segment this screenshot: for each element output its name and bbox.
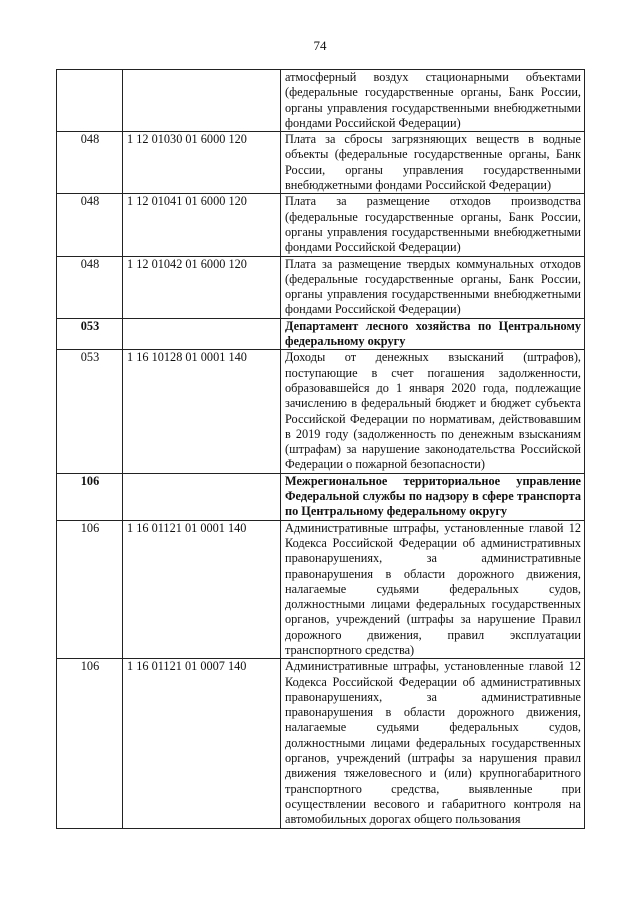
- table-row: [57, 256, 585, 318]
- admin-code-cell: 053: [57, 318, 123, 350]
- admin-code-cell: 106: [57, 473, 123, 520]
- table-row: [57, 194, 585, 256]
- table-section-row: [57, 318, 585, 350]
- revenue-name-cell: Административные штрафы, установленные главой 12 Кодекса Российской Федерации об административных правонарушениях, за административные правонарушения в области дорожного движения, налагаемые судьями федеральных судов, должностными лицами федеральных государственных органов, учреждений (штрафы за нарушения правил движения тяжеловесного и (или) крупногабаритного транспортного средства, выявленные при осуществлении весового и габаритного контроля на автомобильных дорогах общего пользования: [281, 659, 585, 828]
- budget-code-cell: [123, 70, 281, 132]
- budget-code-cell: [123, 318, 281, 350]
- admin-code-cell: [57, 70, 123, 132]
- admin-code-cell: 048: [57, 132, 123, 194]
- table-row: [57, 132, 585, 194]
- revenue-name-cell: Плата за размещение твердых коммунальных отходов (федеральные государственные органы, Банк России, органы управления государственными внебюджетными фондами Российской Федерации): [281, 256, 585, 318]
- page-number: 74: [313, 38, 327, 53]
- admin-code-cell: 053: [57, 350, 123, 473]
- budget-code-cell: 1 16 10128 01 0001 140: [123, 350, 281, 473]
- budget-code-cell: 1 12 01030 01 6000 120: [123, 132, 281, 194]
- budget-code-cell: 1 12 01042 01 6000 120: [123, 256, 281, 318]
- revenue-name-cell: Административные штрафы, установленные главой 12 Кодекса Российской Федерации об административных правонарушениях, за административные правонарушения в области дорожного движения, налагаемые судьями федеральных судов, должностными лицами федеральных государственных органов, учреждений (штрафы за нарушение Правил дорожного движения, правил эксплуатации транспортного средства): [281, 520, 585, 659]
- table-row: [57, 520, 585, 659]
- revenue-codes-table: [56, 69, 585, 829]
- budget-code-cell: 1 12 01041 01 6000 120: [123, 194, 281, 256]
- table-row: [57, 70, 585, 132]
- admin-code-cell: 048: [57, 194, 123, 256]
- admin-code-cell: 106: [57, 520, 123, 659]
- budget-code-cell: 1 16 01121 01 0007 140: [123, 659, 281, 828]
- admin-code-cell: 048: [57, 256, 123, 318]
- budget-code-cell: [123, 473, 281, 520]
- table-section-row: [57, 473, 585, 520]
- table-row: [57, 350, 585, 473]
- revenue-name-cell: Департамент лесного хозяйства по Центральному федеральному округу: [281, 318, 585, 350]
- revenue-name-cell: Плата за сбросы загрязняющих веществ в водные объекты (федеральные государственные органы, Банк России, органы управления государственными внебюджетными фондами Российской Федерации): [281, 132, 585, 194]
- revenue-name-cell: Межрегиональное территориальное управление Федеральной службы по надзору в сфере транспорта по Центральному федеральному округу: [281, 473, 585, 520]
- revenue-name-cell: Доходы от денежных взысканий (штрафов), поступающие в счет погашения задолженности, образовавшейся до 1 января 2020 года, подлежащие зачислению в федеральный бюджет и бюджет субъекта Российской Федерации по нормативам, действовавшим в 2019 году (задолженность по денежным взысканиям (штрафам) за нарушение законодательства Российской Федерации о пожарной безопасности): [281, 350, 585, 473]
- revenue-name-cell: атмосферный воздух стационарными объектами (федеральные государственные органы, Банк России, органы управления государственными внебюджетными фондами Российской Федерации): [281, 70, 585, 132]
- admin-code-cell: 106: [57, 659, 123, 828]
- revenue-name-cell: Плата за размещение отходов производства (федеральные государственные органы, Банк России, органы управления государственными внебюджетными фондами Российской Федерации): [281, 194, 585, 256]
- budget-code-cell: 1 16 01121 01 0001 140: [123, 520, 281, 659]
- table-row: [57, 659, 585, 828]
